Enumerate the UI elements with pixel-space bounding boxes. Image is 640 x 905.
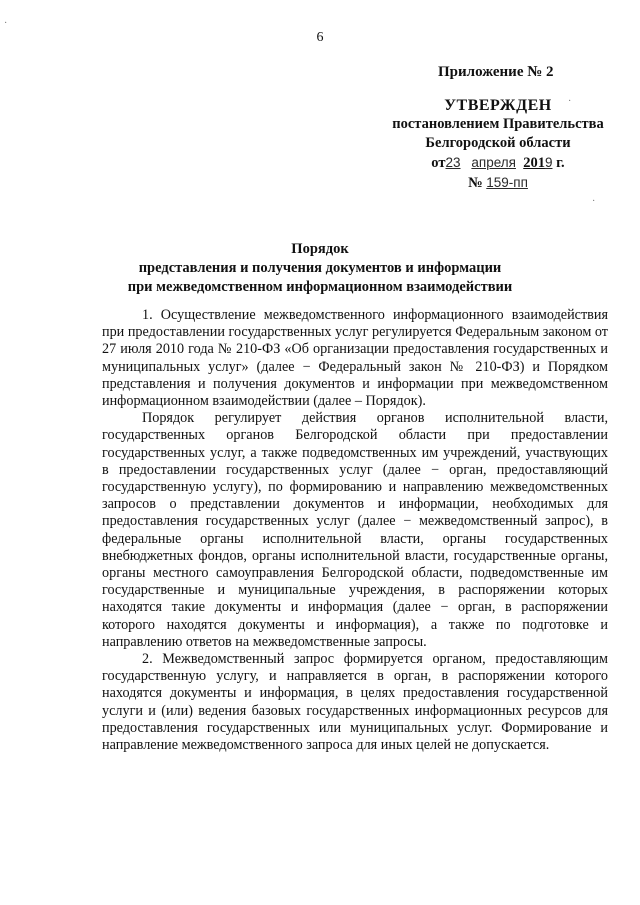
document-title-line-2: представления и получения документов и информации <box>138 260 502 276</box>
approval-block <box>382 96 614 193</box>
date-day: 23 <box>445 155 461 170</box>
body-text <box>102 307 608 754</box>
approval-number <box>382 173 614 193</box>
paragraph-2: Порядок регулирует действия органов исполнительной власти, государственных органов Белгородской области при предоставлении государственных услуг, а также подведомственных им учреждений, участвующих в предоставлении государственных услуг (далее − орган, предоставляющий государственную услугу), по формированию и направлению межведомственных запросов о представлении документов и информации, необходимых для предоставления государственных услуг (далее − межведомственный запрос), в федеральные органы исполнительной власти, органы государственных внебюджетных фондов, органы исполнительной власти, государственные органы, органы местного самоуправления Белгородской области, подведомственные им государственные и муниципальные учреждения, в распоряжении которых находятся такие документы и информация (далее − орган, в распоряжении которого находятся документы и информация), а также по подготовке и направлению ответов на межведомственные запросы. <box>102 410 608 650</box>
paragraph-3: 2. Межведомственный запрос формируется органом, предоставляющим государственную услугу, и направляется в орган, в распоряжении которого находятся документы и информация, в целях предоставления государственной услуги и (или) ведения базовых государственных информационных ресурсов для предоставления государственных или муниципальных услуг. Формирование и направление межведомственного запроса для иных целей не допускается. <box>102 651 608 754</box>
date-year-prefix: 201 <box>523 155 545 171</box>
page-number: 6 <box>316 30 324 45</box>
number-value: 159-пп <box>486 175 528 190</box>
appendix-label: Приложение № 2 <box>438 64 554 80</box>
approval-line-1: постановлением Правительства <box>392 116 604 132</box>
number-prefix: № <box>468 175 487 191</box>
date-suffix: г. <box>552 155 565 171</box>
date-year-digit: 9 <box>544 155 553 170</box>
document-title-line-3: при межведомственном информационном взаимодействии <box>127 279 513 295</box>
document-title <box>120 240 520 297</box>
date-prefix: от <box>431 155 446 171</box>
approval-title: УТВЕРЖДЕН <box>444 97 552 114</box>
date-month: апреля <box>471 155 516 170</box>
approval-line-2: Белгородской области <box>425 135 571 151</box>
scan-speck: · <box>4 18 8 29</box>
scan-speck: · <box>568 96 572 107</box>
approval-date <box>382 153 614 173</box>
scan-speck: · <box>592 196 596 207</box>
paragraph-1: 1. Осуществление межведомственного информационного взаимодействия при предоставлении государственных услуг регулируется Федеральным законом от 27 июля 2010 года № 210-ФЗ «Об организации предоставления государственных и муниципальных услуг» (далее − Федеральный закон № 210-ФЗ) и Порядком представления и получения документов и информации при межведомственном информационном взаимодействии (далее – Порядок). <box>102 307 608 410</box>
document-title-line-1: Порядок <box>291 241 349 257</box>
